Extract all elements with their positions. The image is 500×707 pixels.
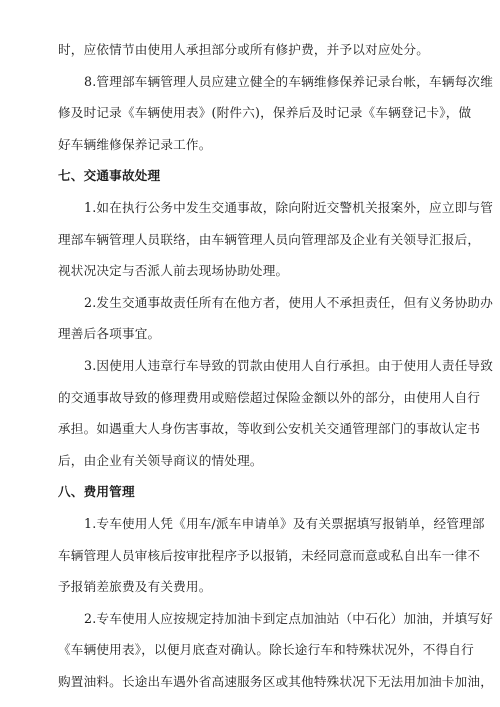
accident-item-3-line-1: 3.因使用人违章行车导致的罚款由使用人自行承担。由于使用人责任导致 (84, 357, 494, 373)
accident-item-3-line-3: 承担。如遇重大人身伤害事故，等收到公安机关交通管理部门的事故认定书 (58, 421, 481, 437)
accident-item-3-line-4: 后，由企业有关领导商议的情处理。 (58, 452, 263, 468)
section-heading-expense-management: 八、费用管理 (58, 484, 135, 500)
expense-item-1-line-2: 车辆管理人员审核后按审批程序予以报销，未经同意而意或私自出车一律不 (58, 547, 481, 563)
accident-item-3-line-2: 的交通事故导致的修理费用或赔偿超过保险金额以外的部分，由使用人自行 (58, 389, 481, 405)
expense-item-1-line-3: 予报销差旅费及有关费用。 (58, 579, 212, 595)
item-8-line-2: 修及时记录《车辆使用表》(附件六)，保养后及时记录《车辆登记卡》，做 (58, 105, 472, 121)
item-8-line-1: 8.管理部车辆管理人员应建立健全的车辆维修保养记录台帐，车辆每次维 (84, 73, 494, 89)
body-text-line: 时，应依情节由使用人承担部分或所有修护费，并予以对应处分。 (58, 42, 430, 57)
accident-item-1-line-1: 1.如在执行公务中发生交通事故，除向附近交警机关报案外，应立即与管 (84, 199, 494, 215)
accident-item-2-line-1: 2.发生交通事故责任所有在他方者，使用人不承担责任，但有义务协助办 (84, 294, 494, 310)
item-8-line-3: 好车辆维修保养记录工作。 (58, 136, 212, 152)
section-heading-traffic-accident: 七、交通事故处理 (58, 168, 161, 184)
accident-item-2-line-2: 理善后各项事宜。 (58, 326, 161, 342)
accident-item-1-line-3: 视状况决定与否派人前去现场协助处理。 (58, 263, 289, 279)
expense-item-2-line-1: 2.专车使用人应按规定持加油卡到定点加油站（中石化）加油，并填写好 (84, 610, 494, 626)
expense-item-2-line-2: 《车辆使用表》，以便月底查对确认。除长途行车和特殊状况外，不得自行 (58, 642, 474, 658)
expense-item-1-line-1: 1.专车使用人凭《用车/派车申请单》及有关票据填写报销单，经管理部 (84, 515, 485, 531)
document-page (58, 34, 494, 697)
expense-item-2-line-3: 购置油料。长途出车遇外省高速服务区或其他特殊状况下无法用加油卡加油， (58, 673, 493, 689)
accident-item-1-line-2: 理部车辆管理人员联络，由车辆管理人员向管理部及企业有关领导汇报后， (58, 231, 481, 247)
